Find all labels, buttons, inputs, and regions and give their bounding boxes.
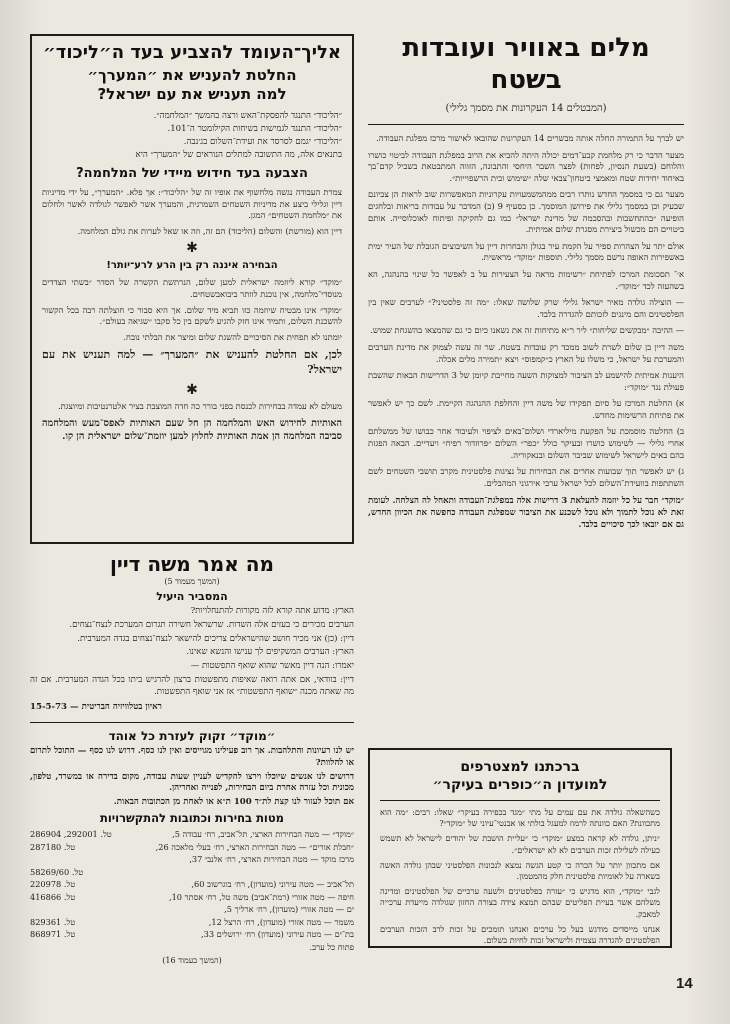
address-row — [30, 916, 354, 929]
addresses-continued: (המשך בעמוד 16) — [162, 955, 222, 965]
top-left-box — [30, 34, 354, 544]
volunteer-line: יש לנו רעיונות והתלהבות. אך רוב פעילינו מגוייסים ואין לנו כסף. דרוש לנו כסף — התוכל לתרום או להלוות? — [30, 746, 354, 768]
volunteer-line: אם תוכל לעזור לנו קצת לת״ד 100 ת״א או לאחת מן הכתובות הבאות. — [113, 797, 354, 808]
addresses-section — [30, 810, 354, 965]
addresses-footer: פתוח כל ערב. — [309, 941, 354, 952]
article-paragraph: מצער הדבר כי רק מלחמת קבע־דמים יכולה היתה להביא את הרוב במפלגת העבודה לביטוי כושרו והלוחם (בשעת הנסיון, לפחות) לפצר השבר היחסי והתבונה, הזווה המתבטאת בשביל קדם־בך באיחוד יחידות שטח ומאמצי ביטחון־צבאי שלה ״שימוש ובית הרשפוייות״. — [368, 149, 684, 183]
dayan-credit: ראיון בטלוויזיה הבריטית — 15-5-73 — [30, 701, 162, 712]
box-subheadline-1: החלטת להעניש את ״המערך״ — [87, 66, 297, 84]
interview-line: הערבים מכירים כי בעזים אלה השדות. שרשראל חשירה תגרום המערכת לנצח־נצחים. — [69, 619, 354, 630]
interview-line: הארץ: הערבים המשקיפים לך ענישו והנשא שאינו. — [186, 647, 354, 658]
box-emphasis-1: לכן, אם החלטת להעניש את ״המערך״ — למה תעניש את עם ישראל? — [42, 348, 342, 377]
welcome-headline-2: למועדון ה״כופרים בעיקר״ — [432, 777, 608, 793]
address-text: משמר — מטה אזורי (מועדון), רח׳ הרצל 12, — [208, 916, 354, 927]
star-divider: ✱ — [186, 240, 198, 257]
address-phone: טל. 220978 — [30, 879, 76, 889]
box-emphasis-2: האותיות לחידוש האש והמלחמה הן חל שעם האותיות לאפס־מעש והמלחמה סביבה המלחמה הן אמת האותיות לחלוץ למען יוזמת־שלום ישראלית הן קו. — [42, 417, 342, 442]
box-paragraph: דיין הוא (מורשת) והשלום (הליכוד) הם זה, וזה או שאל לערות את גולם המלחמה. — [77, 225, 342, 236]
addresses-list — [30, 828, 354, 941]
welcome-box — [368, 748, 672, 948]
box-paragraph: יומתנו לא תפחית את הסיכויים להשגת שלום ומיצר את הבלתי נובח. — [123, 331, 342, 342]
welcome-divider — [380, 800, 660, 801]
dayan-body — [30, 606, 354, 699]
article-paragraph: — ההיבה ״מבקשים שליחות״ ליר ר״א מתיחות זה את נשאנו כיום כי גם שהמצאו בהשגחת שמוש. — [370, 325, 684, 336]
address-text: תל־אביב — מטה עירוני (מועדון), רח׳ בוגרשוב 60, — [191, 879, 354, 889]
box-headline: אליך־העומד להצביע בעד ה״ליכוד״ — [43, 42, 341, 63]
address-row — [30, 878, 354, 891]
address-row — [30, 828, 354, 841]
address-phone: טל. 416866 — [30, 891, 76, 902]
address-text: ״חבלת אורים״ — מטה הבחירות הארצי, רח׳ בעלי מלאכה 26, — [155, 841, 354, 852]
dayan-headline: מה אמר משה דיין — [110, 552, 274, 576]
choice-line: הבחירה איננה רק בין הרע לרע־יותר! — [106, 260, 278, 272]
box-paragraphs-3 — [42, 401, 342, 413]
intro-line: ״הליכוד״ התנגד לגמישות בשיחות הקילומטר ה־101. — [167, 124, 342, 134]
right-subheadline: (המבטלים 14 העקרונות את מסמך גלילי) — [445, 103, 607, 114]
box-paragraph: צמרת העבודה נגשה מלחשוף את אופיו זה של ״הליכוד״: אך פלא. ״המערך״, על ידי מדיניות דיין וגלילי ביצע את מדיניות השטחים השמרנית, והמערך אשר לאפשר לגולדה לאשר ולחלום את ״מלחמת השטחים״ המגן. — [42, 187, 342, 221]
box-paragraphs-1 — [42, 187, 342, 237]
address-text: חיפה — מטה אזורי (רמת־אביב) משה טל, רח׳ אסתר 10, — [168, 891, 354, 902]
box-paragraph: ״מוקד״ אינו מבטיח שיוזמה כזו תביא מיד שלום. אך היא סבור כי חוצלתה רבה בכל הקשור להשכנת השלום, ותמיד אינו חזק להגיע לשקם בין כל סקבו ״שגיאה בעולם״. — [42, 304, 342, 327]
article-paragraph: ב) החלטה מוסמכת על הפקעת מיליארדי ושלום־באים לציפוי ולעיבוד אחר כבושו של ממשלתם אחרי גלילי — לשימוש כושרו ובעיקר כולל ״כפר״ השלום ״פרוזדור רפיח״ ויעדיים. הבאה הפגזת בהם באים לישראל לשימוש שביבר השלום ובנאקוריה. — [368, 426, 684, 460]
address-phone: טל. 292001, 286904 — [30, 829, 112, 839]
volunteers-section — [30, 728, 354, 808]
welcome-headline-1: ברכתנו למצטרפים — [460, 759, 580, 775]
address-text: בת־ים — מטה עירוני (מועדון) רח׳ ירושלים 33, — [201, 929, 354, 939]
intro-line: ״הליכוד״ יגמם לסרסר את ועידת־השלום בג׳נבה. — [183, 137, 342, 147]
welcome-line: אנחנו מייסדים מודגש בעל כל ערכים ואנחנו תומכים על זכות לרב הזכות הערבים הפלסטינים להגדרה עצמית ולישראל זכות לחיות בשלום. — [380, 923, 660, 946]
page-number: 14 — [676, 975, 693, 992]
volunteers-headline: ״מוקד״ זקוק לעזרת כל אוהד — [108, 729, 276, 743]
volunteer-line: דרושים לנו אנשים שיוכלו וירצו להקדיש לעניין שעות עבודה, מקום בדירה או במשרד, טלפון, מכונית וכל עזרה אחרת ביום הבחירות, לפנייה ואחריהן. — [30, 771, 354, 794]
addresses-headline: מטות בחירות וכתובות להתקשרויות — [99, 811, 285, 825]
right-column — [368, 28, 684, 688]
address-row — [30, 903, 354, 916]
dayan-section — [30, 550, 354, 720]
article-paragraph: ג) יש לאפשר תוך שבועות אחרים את הבחירות על נציגות פלסטינית מקרב תושבי השטחים לשם השתתפות בוועידת־השלום לכל ישראל ערבי אירגוני המהבלים. — [368, 466, 684, 488]
article-paragraph: א) החלטת המרכז על סיום תפקידו של משה דיין והחלפת ההנהגה הקיימת. לשם כך יש לאפשר את פתיחת הרשימות מחדש. — [368, 398, 684, 420]
box-paragraph: מעולם לא עמדה בבחירות לכנסת בפני בורר כה חדה המוצבת בציר אלטרנטיבות ומיוצגת. — [57, 401, 342, 412]
address-text: מרכז מוקד — מטה הבחירות הארצי, רח׳ אלנבי 37, — [189, 854, 354, 864]
address-phone: טל. 868971 — [30, 929, 76, 939]
interview-line: הארץ: מדוע אתה קורא לזה מקורות להתנחלויות? — [190, 606, 354, 616]
right-article-body — [368, 133, 684, 489]
address-text: ים — מטה אזורי (מועדון), רח׳ ארליך 5, — [224, 904, 354, 914]
address-text: ״מוקד״ — מטה הבחירות הארצי, תל־אביב, רח׳ עבודה 5, — [172, 829, 354, 839]
address-row — [30, 866, 354, 879]
article-paragraph: — הוצילה גולדה מאיר ישראל גלילי שרק שלושה שאלו: ״מה זה פלסטיני?״ לערבים שאין בין הפלסטינים והם מינגים לזכותם להגדרה בלבד. — [368, 297, 684, 319]
box-paragraphs-2 — [42, 277, 342, 343]
interview-line: דיין: בוודאי, אם אתה רואה שאיפות מתפשטות ברצון להרגיש ביתו בכל הגדה המערבית. אם זה מה שאתה מכנה ״שואף התפשטות״ אז אני שואף התפשטות. — [30, 674, 354, 697]
star-divider: ✱ — [186, 382, 198, 399]
address-phone: טל. 287180 — [30, 841, 76, 852]
intro-line: בתנאים אלה, מה התשובה למתלים הנוראים של ״המערך״ היא — [135, 150, 342, 160]
right-divider — [368, 124, 684, 125]
welcome-line: אם מתכוון יותר על הכרה כי קטע הגשה נמצא לנכונות הפלסטיני שבהן גולדה האשה בשארה על לאומיות פלסטינית חלק מהמטמון. — [380, 859, 660, 882]
welcome-line: ״ניתן, גולדה לא קראה במצע ״מוקד״ כי ״עליית הושבת של יהודים לישראל לא תשמש כעילה לשלילת זכות הערבים לא לא ישראלים״. — [380, 833, 660, 855]
box-paragraph: ״מוקד״ קורא ליוזמה ישראלית למען שלום, הנרתשת הקשרה של הסדר ״בשתי הצדדים מנוסדי־מלחמה, אין נוכנת לוותר ביבואבשטחים. — [42, 277, 342, 299]
article-paragraph: יש לברך על התמורה החלה אותה מבשרים 14 העקרונות שהובאו לאישור מרכז מפלגת העבודה. — [376, 133, 684, 143]
address-phone: טל. 58269/60 — [30, 866, 84, 877]
address-row — [30, 853, 354, 866]
address-row — [30, 928, 354, 941]
welcome-line: לגבי ״מוקד״, הוא מדגיש כי ״עזרה בפלסטינים ולשעה ערכיים של הפלסטינים ומדינה משלהם אשר בעיית הפליטים שבהם תמצא צידה בצורה החזון שגולדה מייעדת ערכייה למאבק. — [380, 886, 660, 919]
article-paragraph: מצער גם כי במסמך החדש נותרו רבים ממהמשמעויות עקרוניות המאפשרות שוב לראות הן צביונם שבעיק וכן במסמך גלילי את פירושן המוסמך. כן בסעיף 9 (ב) המדבר על עבודות בריאות ובלחגים הופיעה ״בהתחשבות ובהסכמה של מדינת ישראל״ כמו גם לחקיקה ופיתוח לאוכלוסייה. אותם ביטויים הם מכשול ביצירת מסגרת שלום אמיתית. — [368, 189, 684, 235]
interview-line: יאמרו: הנה דיין מאשר שהוא שואף התפשטות — — [190, 661, 354, 672]
vote-subhead: הצבעה בעד חידוש מיידי של המלחמה? — [76, 166, 308, 181]
article-paragraph: א׳־ תסכומת המרכז לפתיחת ״רשימות מראה על הצעירות על ב לאפשר כל שינוי בהנהגה, הא בשהעזה לכד ״מוקד״. — [368, 268, 684, 291]
address-row — [30, 891, 354, 904]
dayan-source: (המשך מעמוד 5) — [164, 577, 220, 586]
address-row — [30, 841, 354, 854]
article-paragraph: היענות אמיתית להישמע לב הציבור למצוקות השעה מחייבת קיומן של 3 הדרישות הבאות שהשבת פעולת נגד ״מוקד״: — [368, 370, 684, 392]
volunteers-body — [30, 746, 354, 809]
interview-line: דיין: (כן) אני מכיר חושב שהישראלים צריכים להישאר לנצח־נצחים בגדה המערבית. — [77, 633, 354, 644]
intro-line: ״הליכוד״ התנגד להפסקת־האש ורצה בהמשך ״המלחמה״. — [153, 111, 342, 121]
right-closing: ״מוקד״ חבר על כל יוזמה להעלאת 3 דרישות אלה במפלגת־העבודה ותאחל לה הצלחה. לעומת זאת לא נוכל לתמוך ולא נוכל לשכנע את הציבור שמפלגת העבודה כחפשה את הכיוון החדש, גם אם יובאו לכך סיכויים בלבד. — [368, 496, 684, 531]
right-headline: מלים באוויר ועובדות בשטח — [402, 33, 650, 95]
address-phone: טל. 829361 — [30, 916, 76, 927]
welcome-line: כשהשאלה גולדה את עם עמים על מתי ״מגד בכפירה בעיקר״ שאלו: רבים: ״מה הוא מתכוונת? האם כוונתה לרמוז למעגל בולתי או אבנטי־עיוני של ״מוקד״? — [380, 807, 660, 829]
dayan-subhead: המסביר היעיל — [156, 590, 228, 603]
article-paragraph: אולם יתר על הצהרות ספיר על הקמת עיר בגולן והבחרות דיין על השיבוצים הגובלת של העיר ימית באשפירות האופה נרשם מסמך גלילי. תוספות ״מוקד״ מראשית. — [368, 240, 684, 263]
box-subheadline-2: למה תעניש את עם ישראל? — [97, 85, 287, 103]
welcome-body — [380, 807, 660, 946]
article-paragraph: משה דיין בן שלום לשרת לשוב ממכד רק עובדות בשטח. שר זה עשה לצמוק את מדינת הערבים והמערכת על ישראל, כי משלו על הארץ כ״קמפוס״ ויצא ״תמירה מלים אכלה. — [368, 341, 684, 364]
box-intro — [42, 110, 342, 161]
left-divider — [30, 722, 354, 723]
